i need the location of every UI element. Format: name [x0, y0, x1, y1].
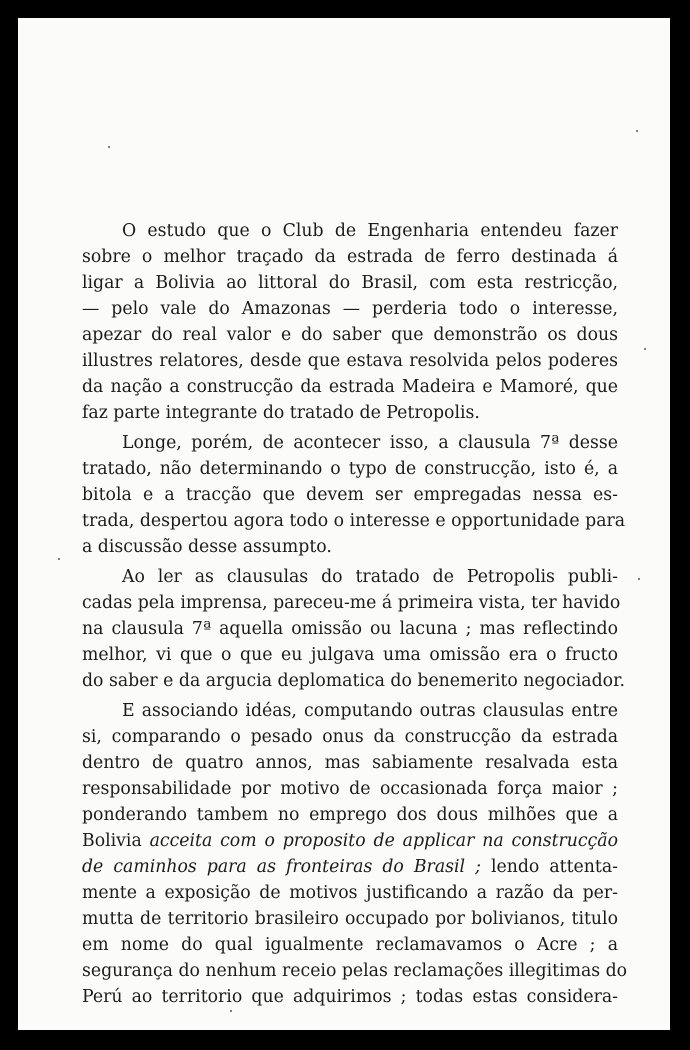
paragraph-1 [82, 218, 618, 426]
text-line: O estudo que o Club de Engenharia entendeu fazer [122, 221, 618, 241]
text-line: trada, despertou agora todo o interesse e opportunidade para [82, 511, 626, 531]
text-line: Longe, porém, de acontecer isso, a clausula 7ª desse [122, 433, 618, 453]
text-line: — pelo vale do Amazonas — perderia todo o interesse, [82, 299, 618, 319]
text-line: bitola e a tracção que devem ser empregadas nessa es- [82, 485, 618, 505]
text-line: melhor, vi que o que eu julgava uma omissão era o fructo [82, 645, 618, 665]
print-speck [58, 558, 60, 560]
text-line: a discussão desse assumpto. [82, 537, 332, 557]
text-line: Perú ao territorio que adquirimos ; todas estas considera- [82, 987, 618, 1007]
text-italic: de caminhos para as fronteiras do Brasil ; [82, 857, 481, 877]
text-line: sobre o melhor traçado da estrada de ferro destinada á [82, 247, 618, 267]
paragraph-3 [82, 564, 625, 694]
text-line: segurança do nenhum receio pelas reclamações illegitimas do [82, 961, 628, 981]
print-speck [230, 1010, 232, 1012]
text-line: do saber e da argucia deplomatica do benemerito negociador. [82, 671, 625, 691]
text-line: mente a exposição de motivos justificando a razão da per- [82, 883, 618, 903]
text-line: ponderando tambem no emprego dos dous milhões que a [82, 805, 618, 825]
text-line: E associando idéas, computando outras clausulas entre [122, 701, 618, 721]
paragraph-2 [82, 430, 626, 560]
text-line: responsabilidade por motivo de occasionada força maior ; [82, 779, 618, 799]
text-line: na clausula 7ª aquella omissão ou lacuna ; mas reflectindo [82, 619, 618, 639]
text-roman: Bolivia [82, 831, 150, 851]
text-line: dentro de quatro annos, mas sabiamente resalvada esta [82, 753, 618, 773]
text-line-italic-mixed [82, 828, 618, 854]
text-line: tratado, não determinando o typo de construcção, isto é, a [82, 459, 618, 479]
text-line-italic-mixed [82, 854, 618, 880]
body-text [82, 218, 628, 1010]
text-line: Ao ler as clausulas do tratado de Petropolis publi- [122, 567, 618, 587]
paragraph-4 [82, 698, 628, 1010]
book-page [18, 18, 670, 1030]
text-line: illustres relatores, desde que estava resolvida pelos poderes [82, 351, 618, 371]
text-line: em nome do qual igualmente reclamavamos o Acre ; a [82, 935, 618, 955]
text-line: da nação a construcção da estrada Madeira e Mamoré, que [82, 377, 618, 397]
print-speck [644, 348, 646, 350]
text-line: cadas pela imprensa, pareceu-me á primeira vista, ter havido [82, 593, 621, 613]
print-speck [108, 146, 110, 148]
text-roman: lendo attenta- [480, 857, 618, 877]
text-line: si, comparando o pesado onus da construcção da estrada [82, 727, 618, 747]
text-line: faz parte integrante do tratado de Petropolis. [82, 403, 480, 423]
text-line: ligar a Bolivia ao littoral do Brasil, com esta restricção, [82, 273, 618, 293]
print-speck [636, 130, 638, 132]
text-line: apezar do real valor e do saber que demonstrão os dous [82, 325, 618, 345]
text-italic: acceita com o proposito de applicar na construcção [149, 831, 618, 851]
text-line: mutta de territorio brasileiro occupado por bolivianos, titulo [82, 909, 618, 929]
print-speck [638, 578, 640, 580]
